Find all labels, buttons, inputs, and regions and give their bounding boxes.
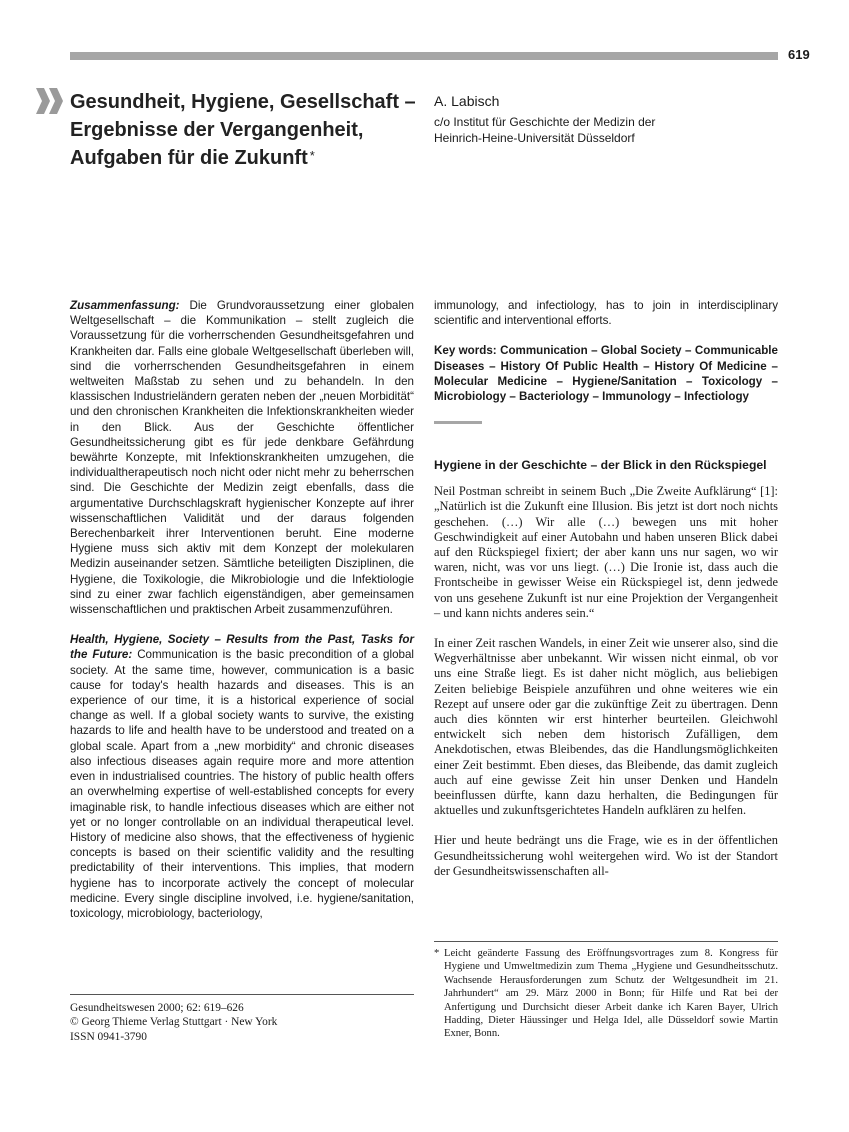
- article-marker-icon: [36, 88, 66, 114]
- author-name: A. Labisch: [434, 93, 500, 109]
- article-title: [70, 88, 420, 172]
- author-affiliation: [434, 115, 734, 146]
- header-rule: [70, 52, 778, 60]
- body-paragraph: In einer Zeit raschen Wandels, in einer Zeit wie unserer also, sind die Wegverhältnisse aber unbekannt. Wir wissen nicht einmal, ob vor uns eine Straße liegt. Es ist daher nicht möglich, aus beliebigen Zeiten beliebige Beispiele anzuführen und ohne weiteres wie ein Rezept auf unsere oder gar die zukünftige Zeit zu übertragen. Denn auch dies könnten wir erst hinterher beurteilen. Gleichwohl entwickelt sich neben dem historisch Zufälligen, dem Anekdotischen, etwas Bleibendes, das die Handlungsmöglichkeiten einer Zeit bestimmt. Eben dieses, das Bleibende, das damit zugleich auch auf eine gewisse Zeit hin unser Denken und Handeln beeinflussen dürfte, kann dazu herhalten, die Bedingungen für aktuelles und zukunftsgerichtetes Handeln aufklären zu helfen.: [434, 636, 778, 818]
- citation-block: [70, 994, 414, 1044]
- body-paragraph: Neil Postman schreibt in seinem Buch „Die Zweite Aufklärung“ [1]: „Natürlich ist die Zukunft eine Illusion. Bis jetzt ist dort noch nichts geschehen. (…) Wir alle (…) bewegen uns mit hoher Geschwindigkeit auf einer Autobahn und haben unseren Blick dabei auf den Rückspiegel fixiert; der aber kann uns nur sagen, wo wir waren, nicht, was vor uns liegt. (…) Die Ironie ist, dass auch die Frontscheibe in gewisser Weise ein Rückspiegel ist, denn jedwede von uns gesehene Zukunft ist nur eine Projektion der Vergangenheit – und kann nichts anderes sein.“: [434, 484, 778, 620]
- abstract-english-continuation: immunology, and infectiology, has to join in interdisciplinary scientific and interventional efforts.: [434, 299, 778, 328]
- affiliation-line: Heinrich-Heine-Universität Düsseldorf: [434, 130, 635, 145]
- right-column: [434, 298, 778, 879]
- citation-issn: ISSN 0941-3790: [70, 1030, 147, 1043]
- body-paragraph: Hier und heute bedrängt uns die Frage, wie es in der öffentlichen Gesundheitssicherung wohl weitergehen wird. Wo ist der Standort der Gesundheitswissenschaften all-: [434, 833, 778, 878]
- page-number: 619: [788, 47, 810, 62]
- keywords-text: Communication – Global Society – Communicable Diseases – History Of Public Health – History Of Medicine – Molecular Medicine – Hygiene/Sanitation – Toxicology – Microbiology – Bacteriology – Immunology – Infectiology: [434, 344, 778, 404]
- section-divider: [434, 421, 482, 424]
- abstract-english-text: Communication is the basic precondition of a global society. At the same time, however, communication is a basic cause for today's health hazards and diseases. This is an experience of our time, it is a historical experience of social change as well. If a global society wants to survive, the existing hazards to life and health have to be understood and treated on a global scale. Apart from a „new morbidity“ and chronic diseases also infectious diseases again require more and more attention even in industrialised countries. The history of public health offers an overwhelming expertise of well-established concepts for every imaginable risk, to handle infectious diseases which are either not yet or no longer controllable on an individual therapeutical level. History of medicine also shows, that the effectiveness of hygienic concepts is based on their scientific validity and the resulting predictability of their interventions. This implies, that modern hygiene has to incorporate actively the concept of molecular medicine. Every single discipline involved, i.e. hygiene/sanitation, toxicology, microbiology, bacteriology,: [70, 648, 414, 920]
- affiliation-line: c/o Institut für Geschichte der Medizin der: [434, 115, 656, 129]
- footnote-text: Leicht geänderte Fassung des Eröffnungsvortrages zum 8. Kongress für Hygiene und Umweltmedizin zum Thema „Hygiene und Gesundheitsschutz. Wachsende Herausforderungen zum Schutz der Weltgesundheit im 21. Jahrhundert“ am 29. März 2000 in Bonn; für Hilfe und Rat bei der Anfertigung und Durchsicht dieser Arbeit danke ich Karen Bayer, Ulrich Hadding, Dieter Häussinger und Helga Idel, alle Düsseldorf sowie Martin Exner, Bonn.: [444, 948, 778, 1040]
- article-title-text: Gesundheit, Hygiene, Gesellschaft – Ergebnisse der Vergangenheit, Aufgaben für die Zukunft: [70, 91, 416, 169]
- left-column: [70, 298, 414, 921]
- keywords: [434, 343, 778, 404]
- citation-journal: Gesundheitswesen 2000; 62: 619–626: [70, 1002, 244, 1014]
- footnote: [434, 941, 778, 1041]
- abstract-german: [70, 298, 414, 617]
- title-footnote-mark: *: [309, 148, 315, 163]
- abstract-english: [70, 632, 414, 921]
- abstract-german-label: Zusammenfassung:: [70, 299, 180, 312]
- citation-publisher: © Georg Thieme Verlag Stuttgart · New York: [70, 1016, 278, 1029]
- footnote-mark: *: [434, 948, 440, 959]
- abstract-english-label: Health, Hygiene, Society – Results from the Past, Tasks for the Future:: [70, 633, 414, 662]
- abstract-german-text: Die Grundvoraussetzung einer globalen Weltgesellschaft – die Kommunikation – stellt zugleich die Voraussetzung für die vorherrschenden Gesundheitsgefahren und Krankheiten dar. Falls eine globale Weltgesellschaft überleben will, sind die vorherrschenden Gesundheitsgefahren in einem weltweiten Maßstab zu sehen und zu behandeln. In den klassischen Industrieländern geraten neben der „neuen Morbidität“ und den chronischen Krankheiten die Infektionskrankheiten wieder in den Blick. Aus der Geschichte öffentlicher Gesundheitssicherung gibt es für jede denkbare Gefährdung bewährte Konzepte, mit Infektionskrankheiten umzugehen, die individualtherapeutisch noch nicht oder nicht mehr zu beherrschen sind. Die Geschichte der Medizin zeigt ebenfalls, dass die argumentative Durchschlagskraft hygienischer Konzepte auf ihrer wissenschaftlichen Validität und der daraus folgenden Berechenbarkeit ihrer Interventionen beruht. Eine moderne Hygiene muss sich aktiv mit dem Konzept der molekularen Medizin auseinander setzen. Sämtliche beteiligten Disziplinen, die Hygiene, die Toxikologie, die Mikrobiologie und die Infektiologie sind zu einer zwar fachlich eigenständigen, aber gemeinsamen wissenschaftlichen und praktischen Arbeit zusammenzuführen.: [70, 299, 414, 617]
- section-heading: Hygiene in der Geschichte – der Blick in den Rückspiegel: [434, 458, 767, 473]
- keywords-label: Key words:: [434, 344, 497, 358]
